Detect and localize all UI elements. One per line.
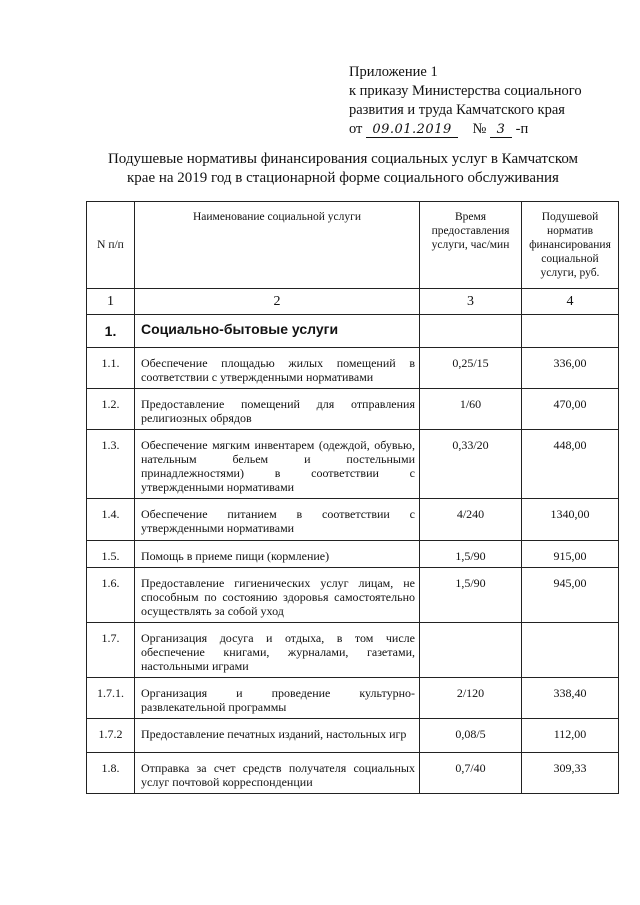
table-row xyxy=(87,389,619,430)
table-row xyxy=(87,430,619,499)
services-table xyxy=(86,201,619,794)
number-value: 3 xyxy=(490,122,512,138)
row-time: 0,25/15 xyxy=(420,348,522,389)
table-row xyxy=(87,719,619,753)
table-row xyxy=(87,623,619,678)
header-num: N п/п xyxy=(87,202,135,289)
row-time: 1,5/90 xyxy=(420,541,522,568)
date-prefix: от xyxy=(349,121,363,137)
row-number: 1.7. xyxy=(87,623,135,678)
header-time: Время предоставления услуги, час/мин xyxy=(420,202,522,289)
row-service-name: Предоставление печатных изданий, настольных игр xyxy=(135,719,420,753)
column-number: 3 xyxy=(420,289,522,315)
row-number: 1.5. xyxy=(87,541,135,568)
section-number: 1. xyxy=(87,315,135,348)
header-name: Наименование социальной услуги xyxy=(135,202,420,289)
row-norm: 1340,00 xyxy=(522,499,619,541)
appendix-line-3: развития и труда Камчатского края xyxy=(349,102,565,118)
row-norm: 945,00 xyxy=(522,568,619,623)
row-number: 1.2. xyxy=(87,389,135,430)
row-service-name: Обеспечение питанием в соответствии с утвержденными нормативами xyxy=(135,499,420,541)
row-norm: 448,00 xyxy=(522,430,619,499)
row-number: 1.1. xyxy=(87,348,135,389)
row-norm: 336,00 xyxy=(522,348,619,389)
row-number: 1.6. xyxy=(87,568,135,623)
row-service-name: Отправка за счет средств получателя социальных услуг почтовой корреспонденции xyxy=(135,753,420,794)
row-time xyxy=(420,623,522,678)
title-line-1: Подушевые нормативы финансирования социальных услуг в Камчатском xyxy=(107,151,579,167)
section-row xyxy=(87,315,619,348)
title-line-2: крае на 2019 год в стационарной форме социального обслуживания xyxy=(127,170,559,186)
document-title xyxy=(88,150,598,188)
row-service-name: Помощь в приеме пищи (кормление) xyxy=(135,541,420,568)
column-number: 1 xyxy=(87,289,135,315)
row-number: 1.3. xyxy=(87,430,135,499)
appendix-block xyxy=(349,63,619,139)
row-norm: 915,00 xyxy=(522,541,619,568)
table-row xyxy=(87,499,619,541)
row-number: 1.7.1. xyxy=(87,678,135,719)
number-suffix: -п xyxy=(515,121,529,137)
row-number: 1.4. xyxy=(87,499,135,541)
header-norm: Подушевой норматив финансирования социальной услуги, руб. xyxy=(522,202,619,289)
table-row xyxy=(87,348,619,389)
row-time: 0,08/5 xyxy=(420,719,522,753)
row-norm: 470,00 xyxy=(522,389,619,430)
row-norm: 338,40 xyxy=(522,678,619,719)
date-value: 09.01.2019 xyxy=(366,122,458,138)
table-row xyxy=(87,568,619,623)
row-norm: 309,33 xyxy=(522,753,619,794)
table-row xyxy=(87,678,619,719)
row-service-name: Предоставление помещений для отправления религиозных обрядов xyxy=(135,389,420,430)
section-name: Социально-бытовые услуги xyxy=(135,315,420,348)
row-service-name: Обеспечение площадью жилых помещений в соответствии с утвержденными нормативами xyxy=(135,348,420,389)
appendix-line-2: к приказу Министерства социального xyxy=(349,83,582,99)
row-time: 4/240 xyxy=(420,499,522,541)
row-time: 1,5/90 xyxy=(420,568,522,623)
row-service-name: Организация и проведение культурно-развлекательной программы xyxy=(135,678,420,719)
row-time: 0,33/20 xyxy=(420,430,522,499)
row-norm xyxy=(522,623,619,678)
appendix-line-1: Приложение 1 xyxy=(349,64,438,80)
table-row xyxy=(87,753,619,794)
row-norm: 112,00 xyxy=(522,719,619,753)
row-number: 1.7.2 xyxy=(87,719,135,753)
row-service-name: Обеспечение мягким инвентарем (одеждой, обувью, нательным бельем и постельными принадлежностями) в соответствии с утвержденными нормативами xyxy=(135,430,420,499)
section-empty-cell xyxy=(420,315,522,348)
appendix-date-line xyxy=(349,120,619,139)
row-number: 1.8. xyxy=(87,753,135,794)
table-header-row xyxy=(87,202,619,289)
column-number: 4 xyxy=(522,289,619,315)
column-number: 2 xyxy=(135,289,420,315)
row-time: 2/120 xyxy=(420,678,522,719)
table-row xyxy=(87,541,619,568)
row-time: 0,7/40 xyxy=(420,753,522,794)
section-empty-cell xyxy=(522,315,619,348)
number-prefix: № xyxy=(472,121,487,137)
row-time: 1/60 xyxy=(420,389,522,430)
row-service-name: Организация досуга и отдыха, в том числе обеспечение книгами, журналами, газетами, настольными играми xyxy=(135,623,420,678)
column-number-row xyxy=(87,289,619,315)
row-service-name: Предоставление гигиенических услуг лицам, не способным по состоянию здоровья самостоятельно осуществлять за собой уход xyxy=(135,568,420,623)
